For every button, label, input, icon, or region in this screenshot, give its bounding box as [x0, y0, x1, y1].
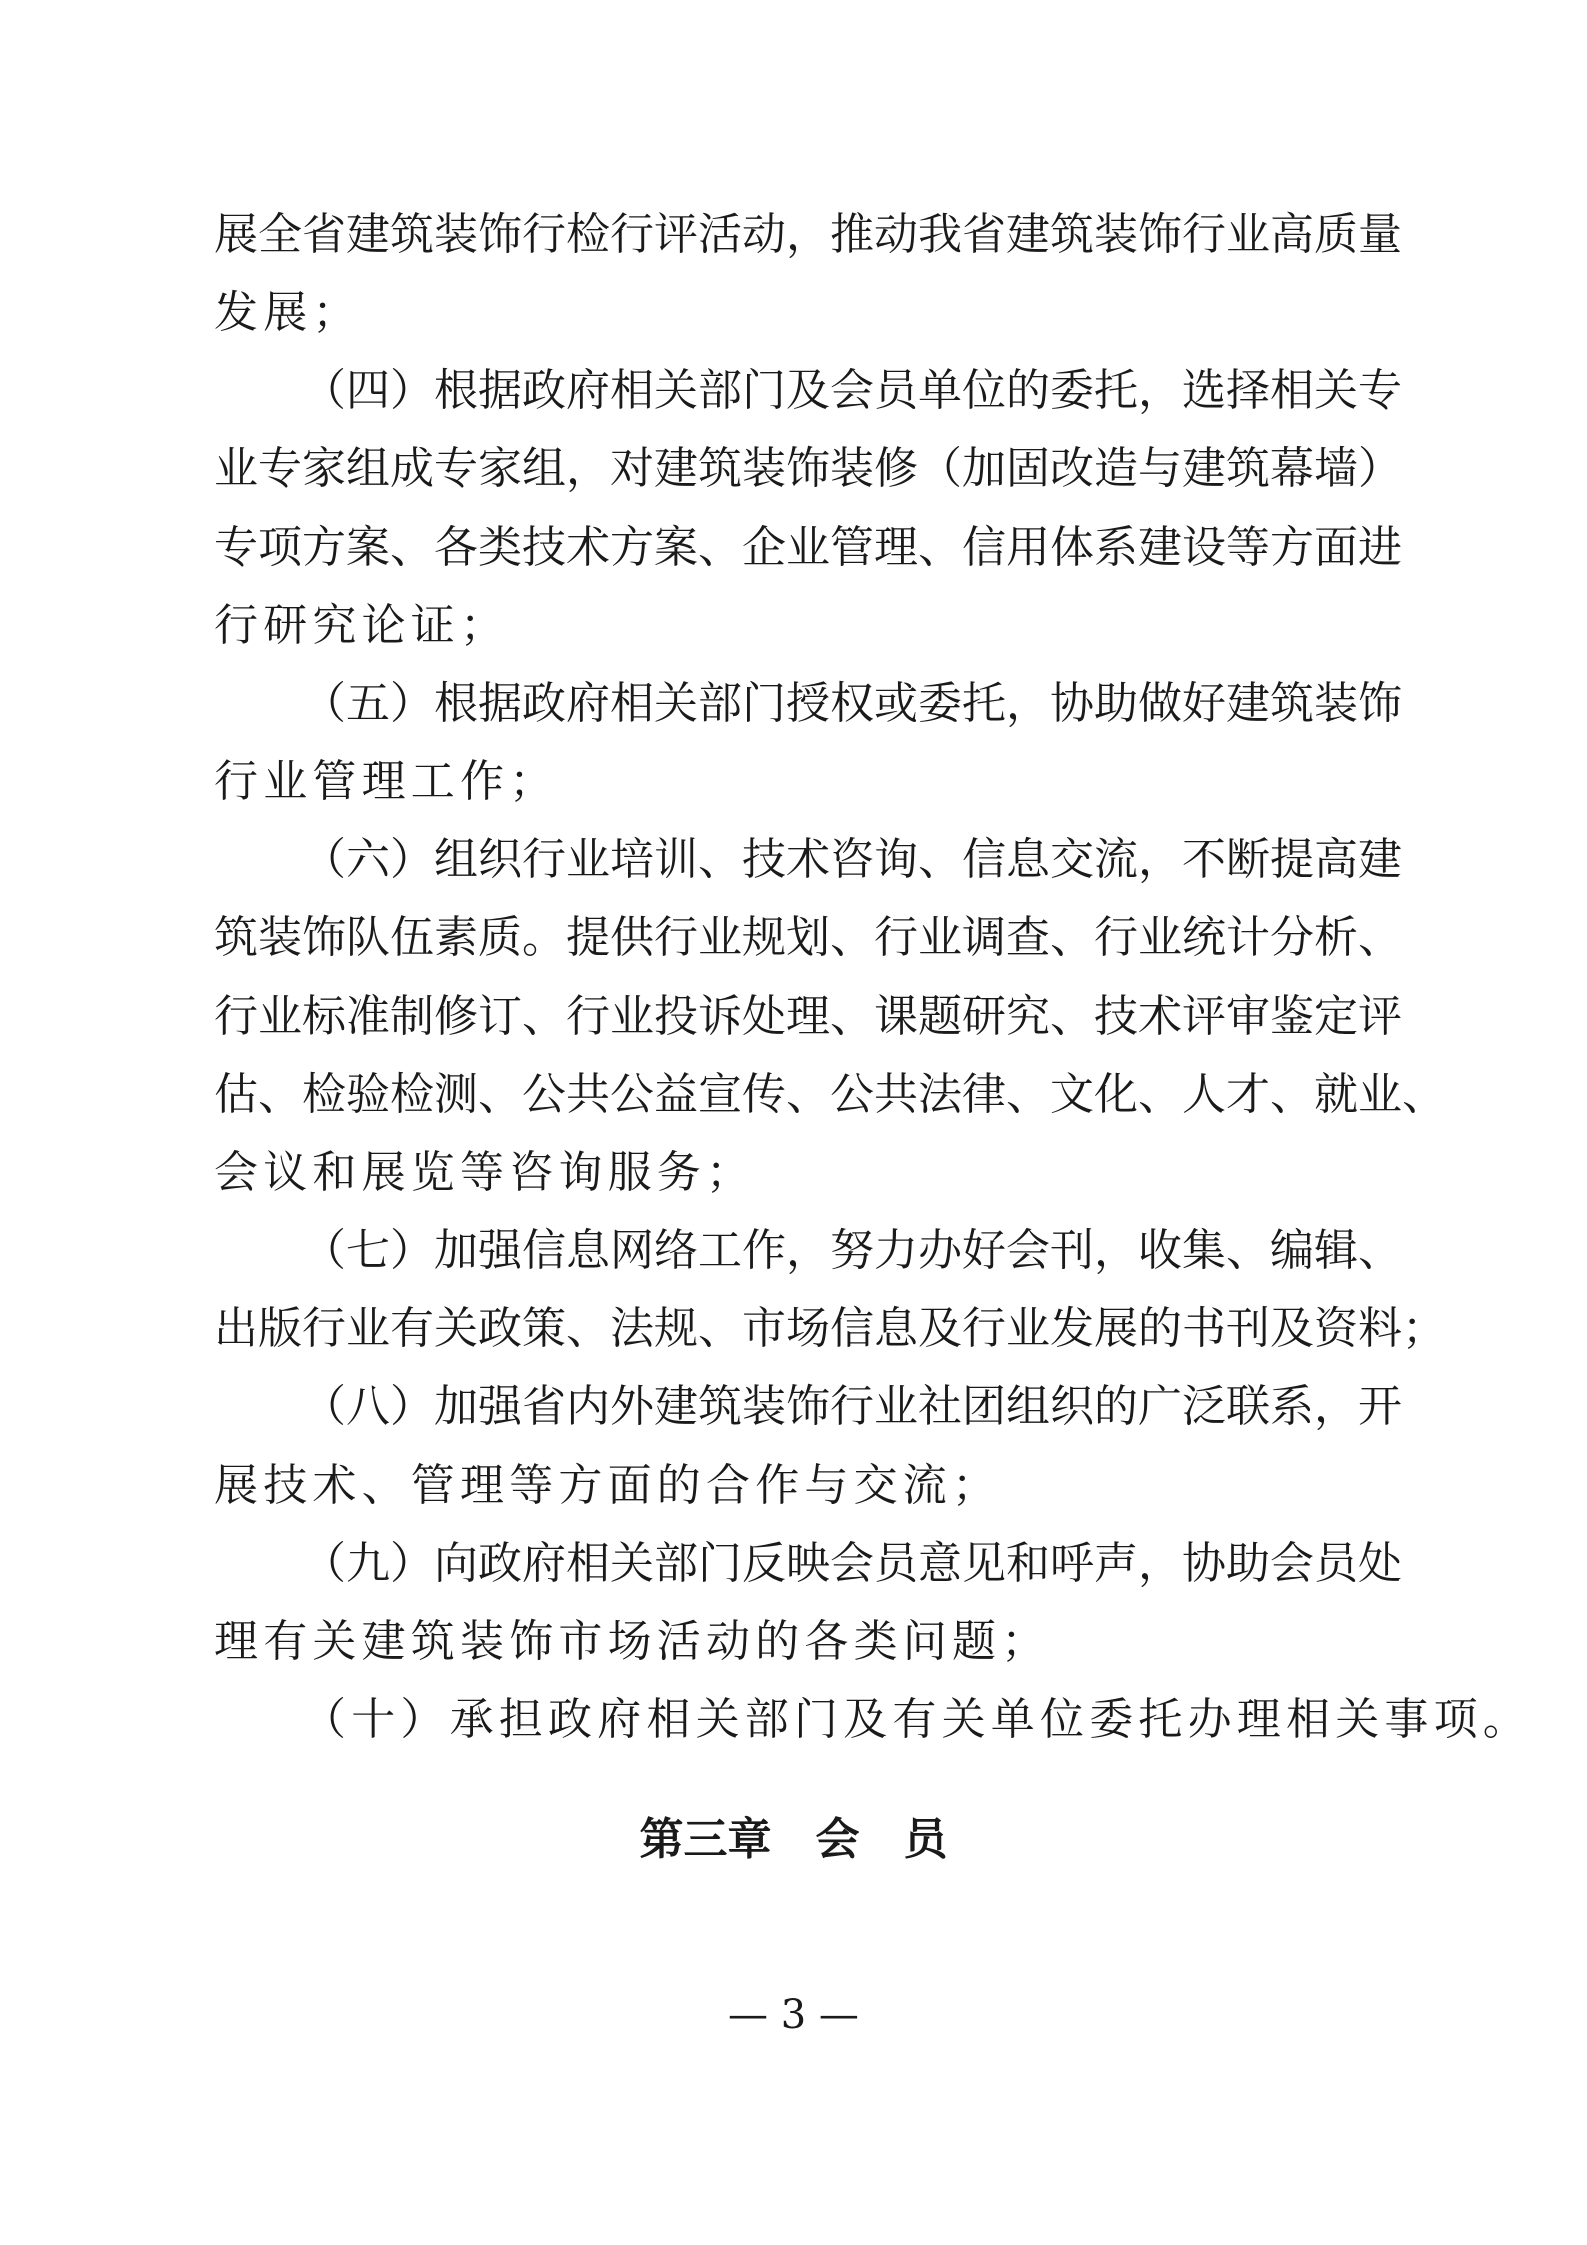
text-line: 业专家组成专家组，对建筑装饰装修（加固改造与建筑幕墙）	[214, 443, 1402, 494]
text-line: 会议和展览等咨询服务；	[214, 1147, 756, 1198]
text-line: 估、检验检测、公共公益宣传、公共法律、文化、人才、就业、	[214, 1069, 1446, 1120]
text-line: 行业管理工作；	[214, 756, 559, 807]
text-line: （八）加强省内外建筑装饰行业社团组织的广泛联系，开	[302, 1381, 1402, 1432]
page-number: — 3 —	[728, 1992, 859, 2038]
text-line: 行业标准制修订、行业投诉处理、课题研究、技术评审鉴定评	[214, 991, 1402, 1042]
text-line: 专项方案、各类技术方案、企业管理、信用体系建设等方面进	[214, 522, 1402, 573]
text-line: （五）根据政府相关部门授权或委托，协助做好建筑装饰	[302, 678, 1402, 729]
text-line: （七）加强信息网络工作，努力办好会刊，收集、编辑、	[302, 1225, 1402, 1276]
text-line: （九）向政府相关部门反映会员意见和呼声，协助会员处	[302, 1538, 1402, 1589]
text-line: 发展；	[214, 287, 362, 338]
text-line: 展全省建筑装饰行检行评活动，推动我省建筑装饰行业高质量	[214, 209, 1402, 260]
text-line: 理有关建筑装饰市场活动的各类问题；	[214, 1616, 1051, 1667]
text-line: （十）承担政府相关部门及有关单位委托办理相关事项。	[302, 1694, 1532, 1745]
text-line: （六）组织行业培训、技术咨询、信息交流，不断提高建	[302, 834, 1402, 885]
text-line: 出版行业有关政策、法规、市场信息及行业发展的书刊及资料；	[214, 1303, 1446, 1354]
text-line: 筑装饰队伍素质。提供行业规划、行业调查、行业统计分析、	[214, 912, 1402, 963]
text-line: 行研究论证；	[214, 600, 510, 651]
text-line: （四）根据政府相关部门及会员单位的委托，选择相关专	[302, 365, 1402, 416]
chapter-title: 第三章 会 员	[639, 1814, 948, 1865]
text-line: 展技术、管理等方面的合作与交流；	[214, 1460, 1002, 1511]
